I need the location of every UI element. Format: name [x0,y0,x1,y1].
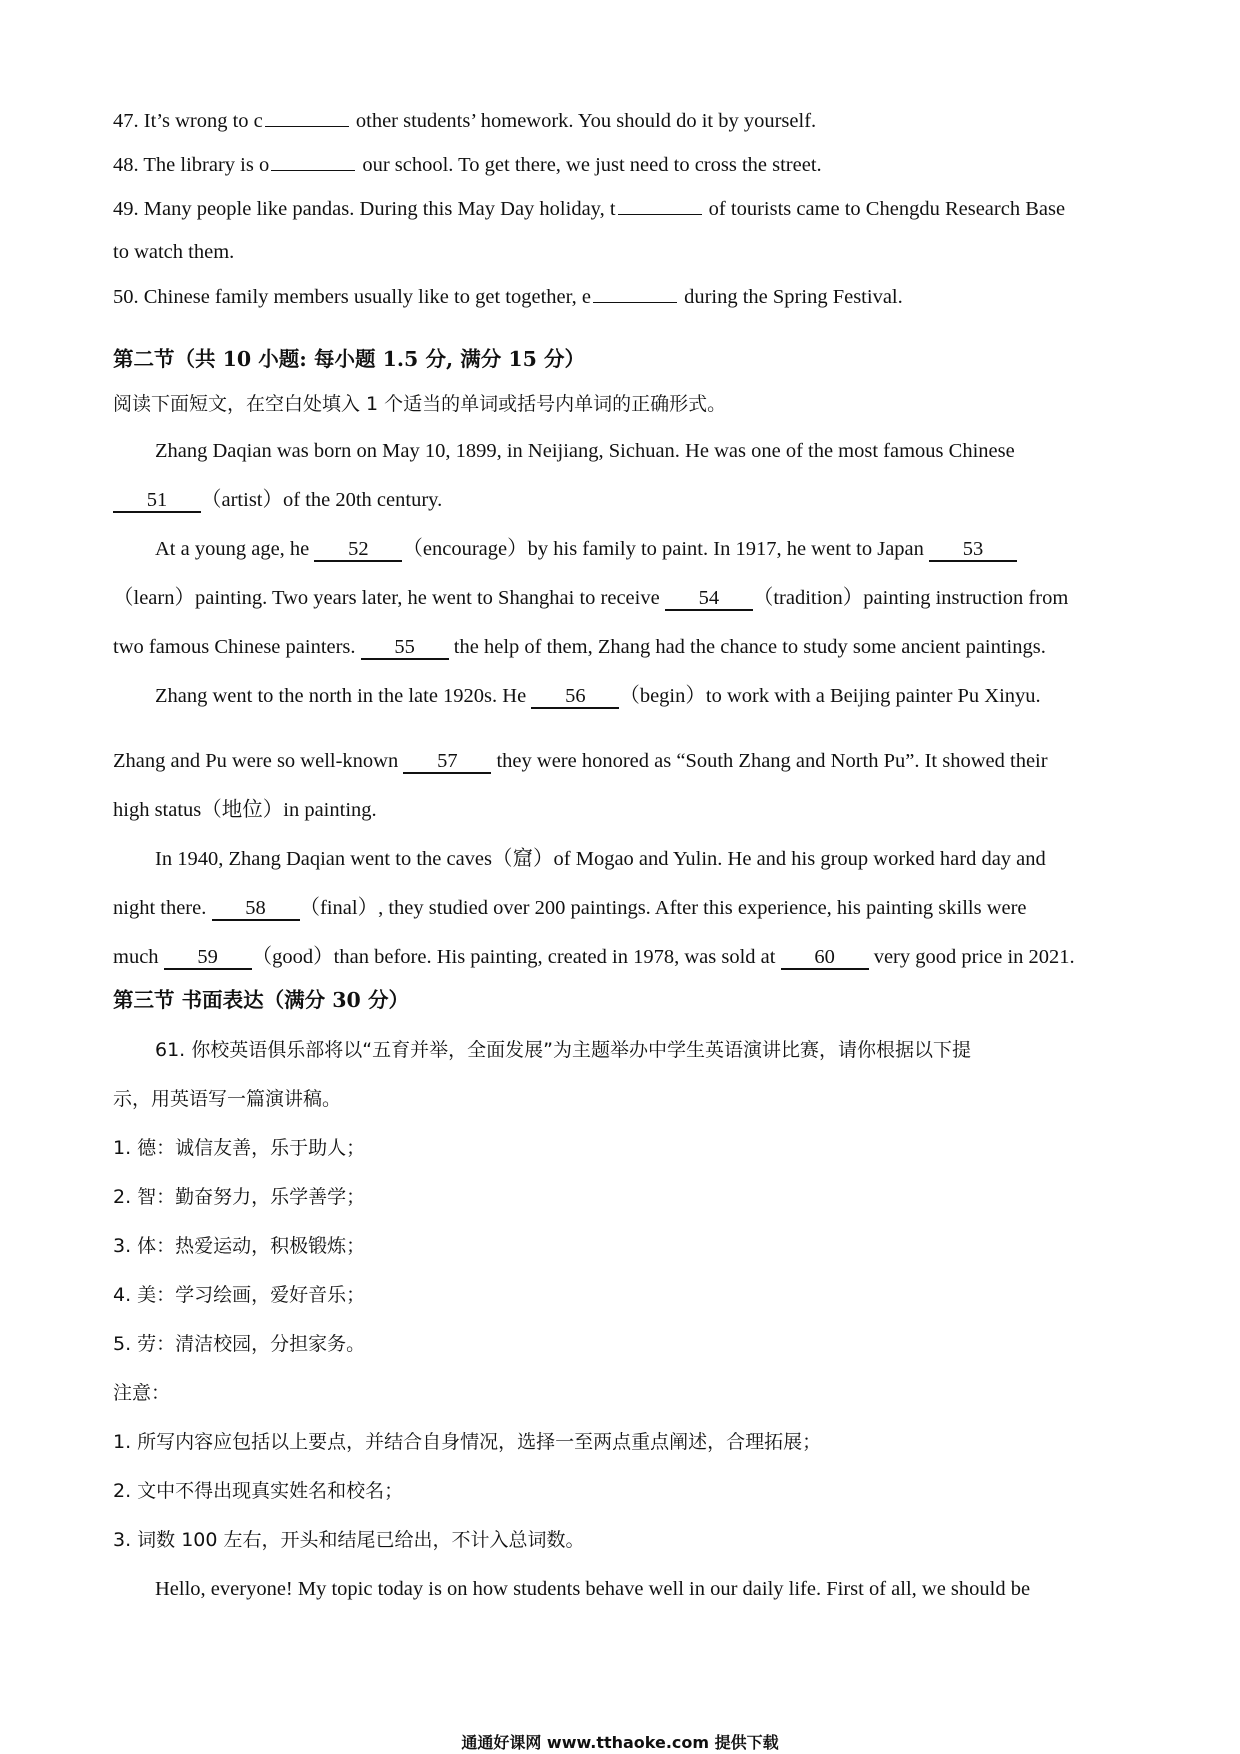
blank-59: 59 [164,946,252,970]
passage-line: much 59 （good）than before. His painting, created in 1978, was sold at 60 very good price in 2021. [113,946,1075,968]
question-48: 48. The library is o our school. To get there, we just need to cross the street. [113,150,1140,179]
passage-line: high status（地位）in painting. [113,799,377,821]
passage-line: （learn）painting. Two years later, he went to Shanghai to receive 54 （tradition）painting instruction from [113,587,1069,609]
prompt-point: 3. 体：热爱运动，积极锻炼； [113,1235,366,1257]
question-49: 49. Many people like pandas. During this May Day holiday, t of tourists came to Chengdu Research Base [113,194,1140,223]
passage-line: In 1940, Zhang Daqian went to the caves（窟）of Mogao and Yulin. He and his group worked hard day and [155,848,1046,870]
section-3-heading: 第三节 书面表达（满分 30 分） [113,988,409,1012]
answer-blank [265,106,349,127]
blank-57: 57 [403,750,491,774]
blank-52: 52 [314,538,402,562]
passage-line: night there. 58 （final）, they studied over 200 paintings. After this experience, his painting skills were [113,897,1027,919]
answer-blank [593,282,677,303]
note-item: 2. 文中不得出现真实姓名和校名； [113,1480,404,1502]
blank-55: 55 [361,636,449,660]
blank-58: 58 [212,897,300,921]
speech-opening: Hello, everyone! My topic today is on how students behave well in our daily life. First of all, we should be [155,1578,1031,1600]
prompt-point: 4. 美：学习绘画，爱好音乐； [113,1284,366,1306]
prompt-point: 2. 智：勤奋努力，乐学善学； [113,1186,366,1208]
note-item: 3. 词数 100 左右，开头和结尾已给出，不计入总词数。 [113,1529,585,1551]
answer-blank [271,150,355,171]
question-47: 47. It’s wrong to c other students’ homework. You should do it by yourself. [113,106,1140,135]
blank-56: 56 [531,685,619,709]
blank-60: 60 [781,946,869,970]
section-2-heading: 第二节（共 10 小题: 每小题 1.5 分, 满分 15 分） [113,347,586,371]
passage-line: 51 （artist）of the 20th century. [113,486,1140,514]
blank-54: 54 [665,587,753,611]
passage-line: Zhang Daqian was born on May 10, 1899, in Neijiang, Sichuan. He was one of the most famous Chinese [155,440,1015,462]
question-50: 50. Chinese family members usually like to get together, e during the Spring Festival. [113,282,1140,311]
answer-blank [618,194,702,215]
section-2-instruction: 阅读下面短文，在空白处填入 1 个适当的单词或括号内单词的正确形式。 [113,393,727,415]
question-61-prompt: 61. 你校英语俱乐部将以“五育并举，全面发展”为主题举办中学生英语演讲比赛，请你根据以下提 [155,1039,971,1061]
passage-line: Zhang went to the north in the late 1920s. He 56 （begin）to work with a Beijing painter Pu Xinyu. [155,685,1041,707]
prompt-point: 1. 德：诚信友善，乐于助人； [113,1137,366,1159]
question-61-prompt: 示，用英语写一篇演讲稿。 [113,1088,342,1110]
prompt-point: 5. 劳：清洁校园，分担家务。 [113,1333,366,1355]
question-49-continued: to watch them. [113,241,235,263]
page-footer: 通通好课网 www.tthaoke.com 提供下载 [461,1733,779,1752]
blank-51: 51 [113,489,201,513]
passage-line: At a young age, he 52 （encourage）by his family to paint. In 1917, he went to Japan 53 [155,535,1140,563]
note-label: 注意： [113,1382,171,1404]
blank-53: 53 [929,538,1017,562]
passage-line: Zhang and Pu were so well-known 57 they were honored as “South Zhang and North Pu”. It showed their [113,750,1048,772]
note-item: 1. 所写内容应包括以上要点，并结合自身情况，选择一至两点重点阐述，合理拓展； [113,1431,822,1453]
passage-line: two famous Chinese painters. 55 the help of them, Zhang had the chance to study some ancient paintings. [113,636,1046,658]
